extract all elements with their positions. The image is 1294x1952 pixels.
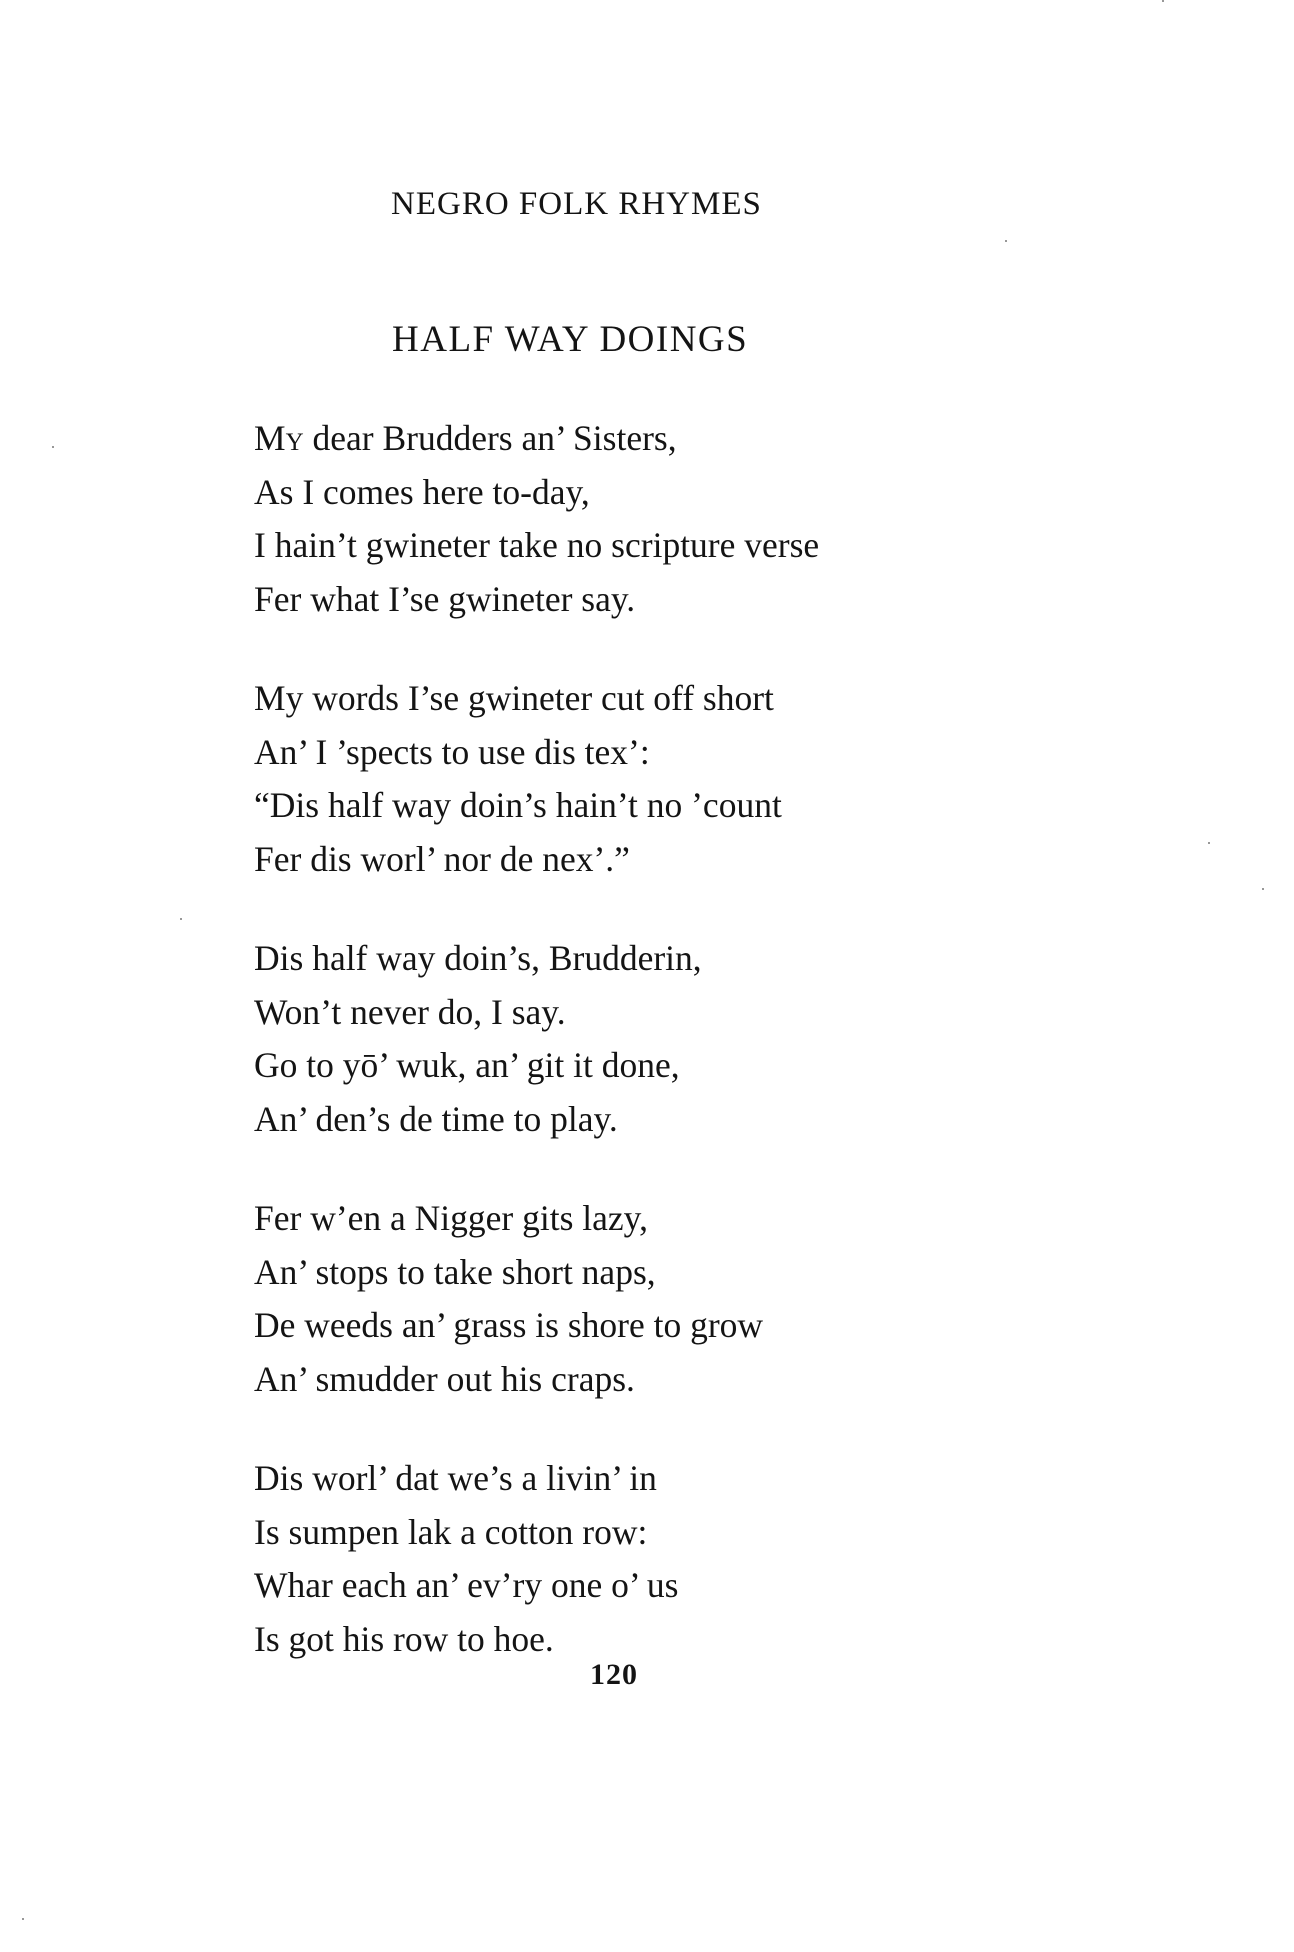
poem-line: Dis half way doin’s, Brudderin, bbox=[254, 938, 702, 978]
poem-line: My words I’se gwineter cut off short bbox=[254, 678, 774, 718]
scan-speck bbox=[22, 1918, 24, 1920]
scan-speck bbox=[52, 446, 54, 448]
poem-line: Whar each an’ ev’ry one o’ us bbox=[254, 1565, 679, 1605]
stanza-1 bbox=[254, 412, 1014, 626]
poem-body bbox=[254, 412, 1014, 1712]
poem-line: An’ I ’spects to use dis tex’: bbox=[254, 731, 650, 772]
poem-line: “Dis half way doin’s hain’t no ’count bbox=[254, 785, 782, 825]
poem-line: Is got his row to hoe. bbox=[254, 1618, 554, 1659]
poem-line: Go to yō’ wuk, an’ git it done, bbox=[254, 1045, 680, 1085]
scan-speck bbox=[1208, 842, 1210, 844]
poem-line: De weeds an’ grass is shore to grow bbox=[254, 1305, 764, 1345]
poem-line-first bbox=[254, 412, 1014, 466]
poem-line: Fer dis worl’ nor de nex’.” bbox=[254, 838, 630, 879]
poem-line: Fer what I’se gwineter say. bbox=[254, 578, 636, 619]
poem-line: Fer w’en a Nigger gits lazy, bbox=[254, 1198, 648, 1238]
stanza-4 bbox=[254, 1192, 1014, 1406]
scan-speck bbox=[1162, 0, 1164, 2]
poem-line: An’ den’s de time to play. bbox=[254, 1098, 618, 1139]
poem-title: HALF WAY DOINGS bbox=[392, 319, 749, 360]
poem-line: Dis worl’ dat we’s a livin’ in bbox=[254, 1458, 657, 1498]
stanza-3 bbox=[254, 932, 1014, 1146]
poem-line: An’ smudder out his craps. bbox=[254, 1358, 635, 1399]
scan-speck bbox=[1262, 888, 1264, 890]
first-line-rest: dear Brudders an’ Sisters, bbox=[303, 418, 677, 458]
drop-word: My bbox=[254, 418, 304, 458]
poem-line: As I comes here to-day, bbox=[254, 471, 590, 512]
poem-line: Is sumpen lak a cotton row: bbox=[254, 1511, 648, 1552]
scan-speck bbox=[180, 918, 182, 920]
poem-line: Won’t never do, I say. bbox=[254, 991, 566, 1032]
running-head: NEGRO FOLK RHYMES bbox=[391, 186, 762, 222]
stanza-5 bbox=[254, 1452, 1014, 1666]
poem-line: An’ stops to take short naps, bbox=[254, 1251, 656, 1292]
stanza-2 bbox=[254, 672, 1014, 886]
poem-line: I hain’t gwineter take no scripture verse bbox=[254, 525, 820, 565]
scan-speck bbox=[1005, 240, 1007, 242]
page-number: 120 bbox=[590, 1658, 638, 1691]
